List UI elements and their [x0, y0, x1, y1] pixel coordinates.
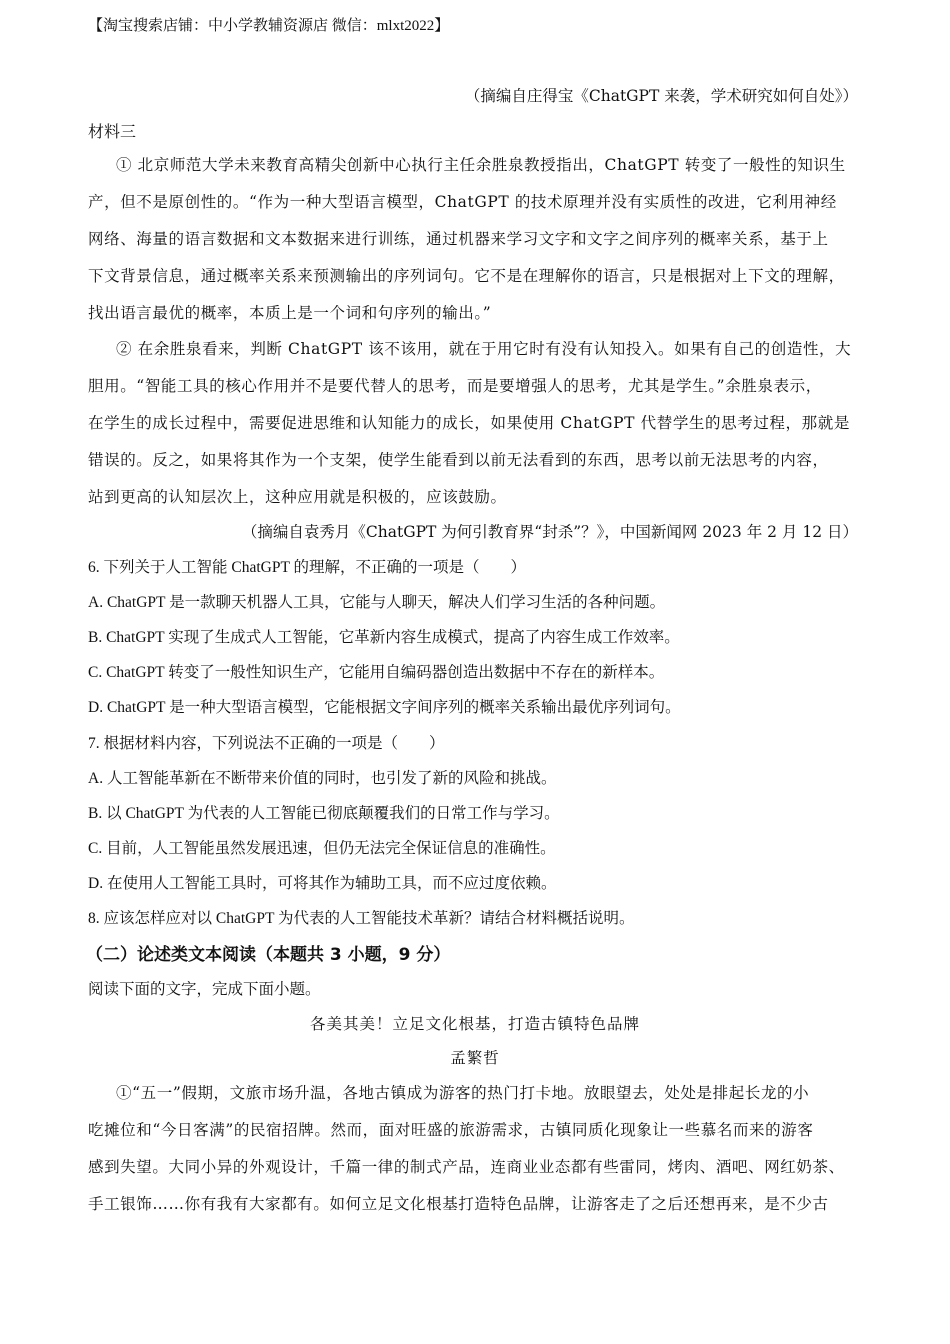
question-6-option-a: A. ChatGPT 是一款聊天机器人工具，它能与人聊天，解决人们学习生活的各种问题。	[88, 594, 666, 611]
question-7-stem: 7. 根据材料内容，下列说法不正确的一项是（ ）	[88, 735, 445, 752]
article-para1-line: 吃摊位和“今日客满”的民宿招牌。然而，面对旺盛的旅游需求，古镇同质化现象让一些慕名而来的游客	[88, 1121, 814, 1139]
article-para1-line: 感到失望。大同小异的外观设计，千篇一律的制式产品，连商业业态都有些雷同，烤肉、酒吧、网红奶茶、	[88, 1158, 845, 1176]
question-6-option-d: D. ChatGPT 是一种大型语言模型，它能根据文字间序列的概率关系输出最优序列词句。	[88, 699, 681, 716]
para2-line: 胆用。“智能工具的核心作用并不是要代替人的思考，而是要增强人的思考，尤其是学生。”余胜泉表示，	[88, 377, 822, 395]
article-title: 各美其美！立足文化根基，打造古镇特色品牌	[309, 1015, 640, 1033]
para1-line: 找出语言最优的概率，本质上是一个词和句序列的输出。”	[88, 304, 492, 322]
para1-line: 网络、海量的语言数据和文本数据来进行训练，通过机器来学习文字和文字之间序列的概率关系，基于上	[88, 230, 829, 248]
section-2-heading: （二）论述类文本阅读（本题共 3 小题，9 分）	[86, 945, 451, 965]
source-citation-1: （摘编自庄得宝《ChatGPT 来袭，学术研究如何自处》）	[464, 87, 858, 105]
question-7-option-a: A. 人工智能革新在不断带来价值的同时，也引发了新的风险和挑战。	[88, 770, 557, 787]
shop-banner: 【淘宝搜索店铺：中小学教辅资源店 微信：mlxt2022】	[88, 18, 450, 34]
para2-line: ② 在余胜泉看来，判断 ChatGPT 该不该用，就在于用它时有没有认知投入。如果有自己的创造性，大	[116, 340, 852, 358]
question-7-option-d: D. 在使用人工智能工具时，可将其作为辅助工具，而不应过度依赖。	[88, 875, 557, 892]
question-7-option-b: B. 以 ChatGPT 为代表的人工智能已彻底颠覆我们的日常工作与学习。	[88, 805, 560, 822]
para2-line: 站到更高的认知层次上，这种应用就是积极的，应该鼓励。	[88, 488, 507, 506]
para2-line: 在学生的成长过程中，需要促进思维和认知能力的成长，如果使用 ChatGPT 代替学生的思考过程，那就是	[88, 414, 850, 432]
question-7-option-c: C. 目前，人工智能虽然发展迅速，但仍无法完全保证信息的准确性。	[88, 840, 556, 857]
para1-line: ① 北京师范大学未来教育高精尖创新中心执行主任余胜泉教授指出，ChatGPT 转变了一般性的知识生	[116, 156, 846, 174]
para1-line: 下文背景信息，通过概率关系来预测输出的序列词句。它不是在理解你的语言，只是根据对上下文的理解，	[88, 267, 845, 285]
question-6-option-c: C. ChatGPT 转变了一般性知识生产，它能用自编码器创造出数据中不存在的新样本。	[88, 664, 665, 681]
question-6-option-b: B. ChatGPT 实现了生成式人工智能，它革新内容生成模式，提高了内容生成工作效率。	[88, 629, 680, 646]
question-6-stem: 6. 下列关于人工智能 ChatGPT 的理解，不正确的一项是（ ）	[88, 559, 527, 576]
article-para1-line: ①“五一”假期，文旅市场升温，各地古镇成为游客的热门打卡地。放眼望去，处处是排起长龙的小	[116, 1084, 810, 1102]
para1-line: 产，但不是原创性的。“作为一种大型语言模型，ChatGPT 的技术原理并没有实质性的改进，它利用神经	[88, 193, 837, 211]
question-8: 8. 应该怎样应对以 ChatGPT 为代表的人工智能技术革新？请结合材料概括说明。	[88, 910, 635, 927]
source-citation-2: （摘编自袁秀月《ChatGPT 为何引教育界“封杀”？》，中国新闻网 2023 年 2 月 12 日）	[241, 523, 858, 541]
reading-instruction: 阅读下面的文字，完成下面小题。	[88, 981, 321, 998]
article-para1-line: 手工银饰……你有我有大家都有。如何立足文化根基打造特色品牌，让游客走了之后还想再来，是不少古	[88, 1195, 829, 1213]
article-author: 孟繁哲	[450, 1049, 500, 1067]
material-3-label: 材料三	[88, 122, 137, 141]
para2-line: 错误的。反之，如果将其作为一个支架，使学生能看到以前无法看到的东西，思考以前无法思考的内容，	[88, 451, 829, 469]
